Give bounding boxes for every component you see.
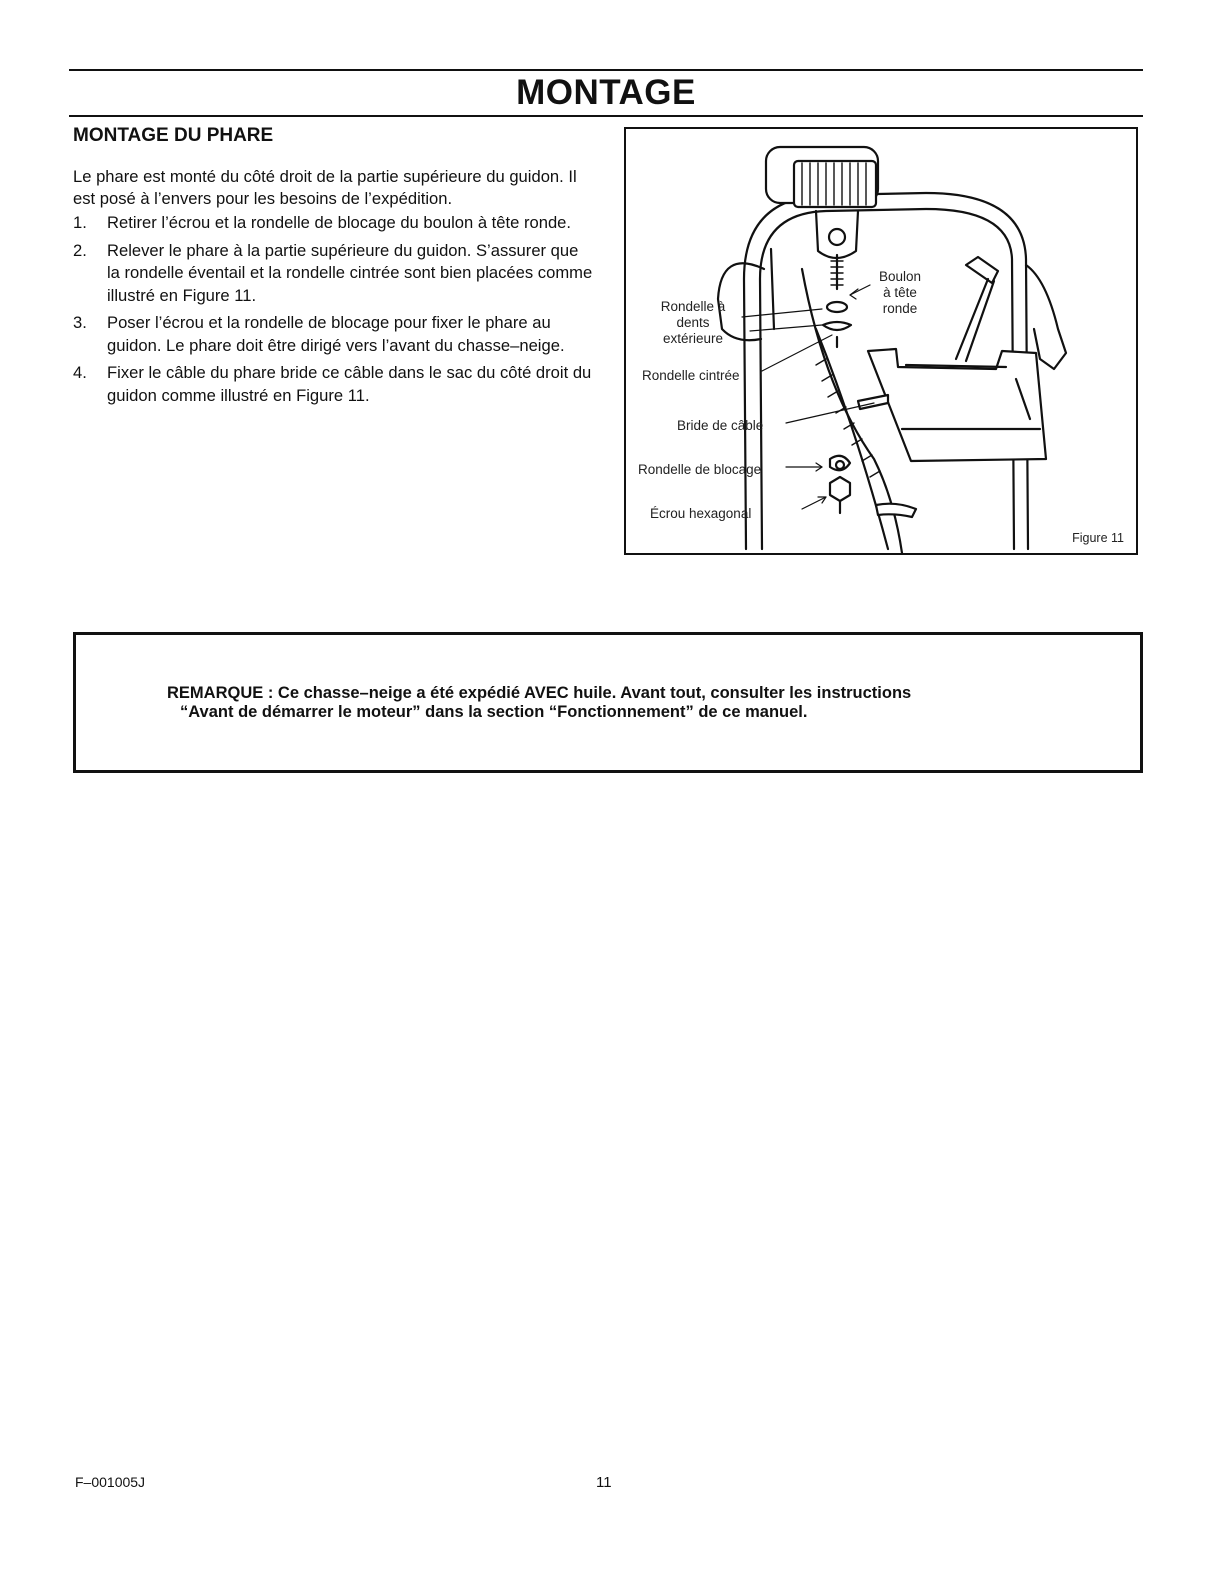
external-tooth-washer [827,302,847,312]
leader-rondelle-dents [742,309,822,317]
curved-washer [823,322,851,330]
intro-paragraph: Le phare est monté du côté droit de la partie supérieure du guidon. Il est posé à l’envers pour les besoins de l’expédition. [73,167,577,208]
label-boulon: Boulon à tête ronde [878,269,922,316]
leader-rondelle-cintree [762,335,832,371]
leader-bride [786,403,874,423]
document-code: F–001005J [75,1474,146,1490]
step-number: 2. [73,240,87,260]
header-rule-bottom [69,115,1143,117]
list-item [73,362,593,407]
page-number: 11 [596,1474,612,1491]
note-line-2: “Avant de démarrer le moteur” dans la section “Fonctionnement” de ce manuel. [180,703,808,721]
note-line-1: REMARQUE : Ce chasse–neige a été expédié AVEC huile. Avant tout, consulter les instructions [167,684,912,702]
steps-list [73,212,593,412]
label-rondelle-de-blocage: Rondelle de blocage [638,462,762,477]
step-text: Poser l’écrou et la rondelle de blocage pour fixer le phare au guidon. Le phare doit être dirigé vers l’avant du chasse–neige. [107,313,565,355]
section-title: MONTAGE DU PHARE [73,125,274,146]
figure-caption: Figure 11 [1072,531,1124,545]
step-number: 3. [73,313,87,332]
page-title: MONTAGE [516,73,696,112]
list-item [73,240,593,308]
label-bride-de-cable: Bride de câble [677,418,764,433]
control-lever [966,257,998,283]
leader-boulon [850,285,870,295]
step-number: 1. [73,213,87,232]
cable-tie [858,395,888,409]
label-rondelle-dents: Rondelle à dents extérieure [660,299,726,346]
list-item [73,212,593,235]
step-text: Retirer l’écrou et la rondelle de blocage du boulon à tête ronde. [107,213,572,232]
hex-nut [830,477,850,501]
label-ecrou-hexagonal: Écrou hexagonal [650,506,752,521]
headlight-lens [794,161,876,207]
list-item [73,312,593,357]
step-number: 4. [73,363,87,382]
step-text: Fixer le câble du phare bride ce câble dans le sac du côté droit du guidon comme illustré en Figure 11. [107,363,592,405]
step-text: Relever le phare à la partie supérieure du guidon. S’assurer que la rondelle éventail et la rondelle cintrée sont bien placées comme illustré en Figure 11. [107,240,593,305]
figure-11 [624,127,1138,555]
note-box [73,632,1143,773]
headlight-bracket [816,211,858,258]
label-rondelle-cintree: Rondelle cintrée [642,368,740,383]
